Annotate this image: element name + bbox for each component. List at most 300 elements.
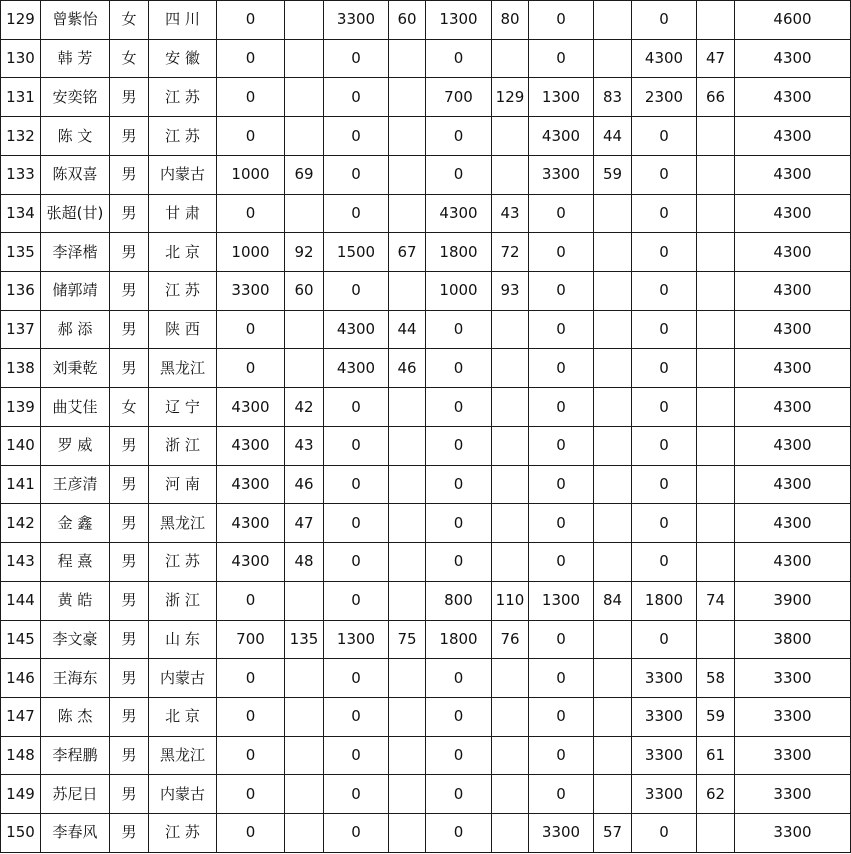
- score-3-cell: 800: [426, 581, 492, 620]
- score-4-cell: 0: [529, 388, 594, 427]
- table-row: [1, 426, 851, 465]
- name-cell: 刘秉乾: [41, 349, 110, 388]
- score-2-cell: 0: [324, 775, 389, 814]
- rank-3-cell: [492, 465, 529, 504]
- gender-cell: 男: [110, 543, 149, 582]
- score-3-cell: 0: [426, 465, 492, 504]
- rank-3-cell: [492, 697, 529, 736]
- score-1-cell: 3300: [217, 272, 285, 311]
- row-number-cell: 141: [1, 465, 41, 504]
- rank-2-cell: 75: [389, 620, 426, 659]
- rank-5-cell: [697, 117, 735, 156]
- gender-cell: 男: [110, 233, 149, 272]
- score-3-cell: 1800: [426, 233, 492, 272]
- table-row: [1, 814, 851, 853]
- rank-4-cell: [594, 504, 632, 543]
- table-row: [1, 736, 851, 775]
- score-2-cell: 0: [324, 736, 389, 775]
- score-5-cell: 0: [632, 543, 697, 582]
- province-cell: 浙 江: [149, 581, 217, 620]
- table-row: [1, 272, 851, 311]
- name-cell: 苏尼日: [41, 775, 110, 814]
- rank-1-cell: 46: [285, 465, 324, 504]
- rank-5-cell: [697, 388, 735, 427]
- row-number-cell: 150: [1, 814, 41, 853]
- total-cell: 3300: [735, 736, 851, 775]
- rank-4-cell: 44: [594, 117, 632, 156]
- gender-cell: 男: [110, 155, 149, 194]
- score-1-cell: 0: [217, 697, 285, 736]
- rank-3-cell: 72: [492, 233, 529, 272]
- province-cell: 辽 宁: [149, 388, 217, 427]
- name-cell: 李泽楷: [41, 233, 110, 272]
- rank-4-cell: [594, 697, 632, 736]
- score-4-cell: 0: [529, 310, 594, 349]
- total-cell: 4300: [735, 426, 851, 465]
- rank-2-cell: [389, 504, 426, 543]
- table-row: [1, 310, 851, 349]
- score-1-cell: 4300: [217, 388, 285, 427]
- score-2-cell: 0: [324, 659, 389, 698]
- rank-4-cell: 83: [594, 78, 632, 117]
- table-row: [1, 155, 851, 194]
- score-5-cell: 2300: [632, 78, 697, 117]
- total-cell: 4300: [735, 388, 851, 427]
- rank-2-cell: [389, 581, 426, 620]
- score-2-cell: 0: [324, 543, 389, 582]
- gender-cell: 男: [110, 78, 149, 117]
- score-3-cell: 0: [426, 659, 492, 698]
- rank-3-cell: [492, 388, 529, 427]
- rank-3-cell: [492, 814, 529, 853]
- score-3-cell: 0: [426, 117, 492, 156]
- rank-4-cell: [594, 620, 632, 659]
- rank-3-cell: [492, 543, 529, 582]
- score-2-cell: 4300: [324, 310, 389, 349]
- score-1-cell: 4300: [217, 543, 285, 582]
- rank-5-cell: [697, 543, 735, 582]
- row-number-cell: 137: [1, 310, 41, 349]
- rank-1-cell: [285, 310, 324, 349]
- province-cell: 黑龙江: [149, 349, 217, 388]
- row-number-cell: 134: [1, 194, 41, 233]
- rank-1-cell: [285, 581, 324, 620]
- name-cell: 曲艾佳: [41, 388, 110, 427]
- score-4-cell: 0: [529, 233, 594, 272]
- gender-cell: 男: [110, 659, 149, 698]
- total-cell: 4300: [735, 39, 851, 78]
- rank-4-cell: [594, 465, 632, 504]
- rank-5-cell: [697, 426, 735, 465]
- province-cell: 江 苏: [149, 543, 217, 582]
- rank-2-cell: [389, 697, 426, 736]
- total-cell: 4300: [735, 349, 851, 388]
- name-cell: 陈双喜: [41, 155, 110, 194]
- score-3-cell: 0: [426, 814, 492, 853]
- rank-5-cell: [697, 814, 735, 853]
- rank-3-cell: [492, 349, 529, 388]
- rank-2-cell: [389, 388, 426, 427]
- rank-1-cell: [285, 659, 324, 698]
- score-5-cell: 1800: [632, 581, 697, 620]
- name-cell: 金 鑫: [41, 504, 110, 543]
- total-cell: 3300: [735, 775, 851, 814]
- score-1-cell: 0: [217, 775, 285, 814]
- score-4-cell: 4300: [529, 117, 594, 156]
- score-1-cell: 0: [217, 39, 285, 78]
- score-3-cell: 1800: [426, 620, 492, 659]
- gender-cell: 男: [110, 426, 149, 465]
- row-number-cell: 145: [1, 620, 41, 659]
- score-5-cell: 0: [632, 620, 697, 659]
- table-body: [1, 1, 851, 853]
- name-cell: 陈 文: [41, 117, 110, 156]
- row-number-cell: 135: [1, 233, 41, 272]
- score-5-cell: 0: [632, 1, 697, 40]
- rank-2-cell: [389, 78, 426, 117]
- province-cell: 江 苏: [149, 78, 217, 117]
- name-cell: 王彦清: [41, 465, 110, 504]
- name-cell: 储郭靖: [41, 272, 110, 311]
- score-4-cell: 0: [529, 349, 594, 388]
- score-4-cell: 0: [529, 775, 594, 814]
- table-row: [1, 543, 851, 582]
- score-3-cell: 4300: [426, 194, 492, 233]
- row-number-cell: 143: [1, 543, 41, 582]
- score-4-cell: 3300: [529, 814, 594, 853]
- rank-1-cell: [285, 814, 324, 853]
- rank-2-cell: [389, 272, 426, 311]
- score-5-cell: 0: [632, 465, 697, 504]
- score-5-cell: 0: [632, 388, 697, 427]
- table-row: [1, 117, 851, 156]
- row-number-cell: 138: [1, 349, 41, 388]
- score-2-cell: 0: [324, 39, 389, 78]
- rank-1-cell: 69: [285, 155, 324, 194]
- gender-cell: 女: [110, 39, 149, 78]
- row-number-cell: 136: [1, 272, 41, 311]
- rank-2-cell: [389, 736, 426, 775]
- total-cell: 4300: [735, 117, 851, 156]
- province-cell: 内蒙古: [149, 659, 217, 698]
- rank-2-cell: [389, 155, 426, 194]
- row-number-cell: 129: [1, 1, 41, 40]
- score-1-cell: 0: [217, 1, 285, 40]
- gender-cell: 男: [110, 272, 149, 311]
- score-4-cell: 0: [529, 620, 594, 659]
- score-3-cell: 0: [426, 349, 492, 388]
- score-2-cell: 0: [324, 117, 389, 156]
- total-cell: 4300: [735, 543, 851, 582]
- rank-1-cell: 60: [285, 272, 324, 311]
- score-3-cell: 0: [426, 775, 492, 814]
- rank-2-cell: [389, 659, 426, 698]
- rank-5-cell: [697, 1, 735, 40]
- rank-2-cell: [389, 543, 426, 582]
- score-2-cell: 1300: [324, 620, 389, 659]
- rank-1-cell: [285, 117, 324, 156]
- rank-4-cell: [594, 349, 632, 388]
- rank-2-cell: 44: [389, 310, 426, 349]
- score-3-cell: 0: [426, 697, 492, 736]
- row-number-cell: 133: [1, 155, 41, 194]
- score-5-cell: 0: [632, 155, 697, 194]
- score-1-cell: 1000: [217, 233, 285, 272]
- province-cell: 甘 肃: [149, 194, 217, 233]
- rank-1-cell: 92: [285, 233, 324, 272]
- gender-cell: 女: [110, 1, 149, 40]
- rank-5-cell: [697, 155, 735, 194]
- score-5-cell: 0: [632, 194, 697, 233]
- score-1-cell: 4300: [217, 426, 285, 465]
- score-5-cell: 3300: [632, 775, 697, 814]
- score-1-cell: 0: [217, 814, 285, 853]
- rank-5-cell: 58: [697, 659, 735, 698]
- score-5-cell: 0: [632, 426, 697, 465]
- score-4-cell: 3300: [529, 155, 594, 194]
- total-cell: 4600: [735, 1, 851, 40]
- rank-5-cell: [697, 465, 735, 504]
- rank-4-cell: [594, 543, 632, 582]
- rank-5-cell: [697, 620, 735, 659]
- score-3-cell: 700: [426, 78, 492, 117]
- row-number-cell: 130: [1, 39, 41, 78]
- score-1-cell: 0: [217, 736, 285, 775]
- score-5-cell: 4300: [632, 39, 697, 78]
- score-4-cell: 0: [529, 736, 594, 775]
- score-2-cell: 0: [324, 581, 389, 620]
- row-number-cell: 147: [1, 697, 41, 736]
- table-row: [1, 581, 851, 620]
- total-cell: 3300: [735, 659, 851, 698]
- rank-2-cell: [389, 465, 426, 504]
- table-row: [1, 39, 851, 78]
- total-cell: 3900: [735, 581, 851, 620]
- name-cell: 李程鹏: [41, 736, 110, 775]
- province-cell: 内蒙古: [149, 155, 217, 194]
- rank-4-cell: [594, 272, 632, 311]
- rank-4-cell: [594, 39, 632, 78]
- rank-4-cell: [594, 310, 632, 349]
- rank-3-cell: [492, 736, 529, 775]
- table-row: [1, 388, 851, 427]
- gender-cell: 男: [110, 814, 149, 853]
- score-2-cell: 0: [324, 697, 389, 736]
- total-cell: 4300: [735, 155, 851, 194]
- gender-cell: 男: [110, 310, 149, 349]
- score-3-cell: 0: [426, 39, 492, 78]
- score-3-cell: 1000: [426, 272, 492, 311]
- score-5-cell: 3300: [632, 697, 697, 736]
- score-4-cell: 1300: [529, 581, 594, 620]
- score-1-cell: 1000: [217, 155, 285, 194]
- province-cell: 安 徽: [149, 39, 217, 78]
- row-number-cell: 149: [1, 775, 41, 814]
- score-3-cell: 0: [426, 426, 492, 465]
- rank-4-cell: [594, 775, 632, 814]
- rank-3-cell: [492, 426, 529, 465]
- score-5-cell: 3300: [632, 659, 697, 698]
- score-1-cell: 0: [217, 659, 285, 698]
- score-1-cell: 0: [217, 117, 285, 156]
- table-row: [1, 233, 851, 272]
- rank-1-cell: [285, 78, 324, 117]
- row-number-cell: 139: [1, 388, 41, 427]
- name-cell: 韩 芳: [41, 39, 110, 78]
- score-4-cell: 1300: [529, 78, 594, 117]
- rank-1-cell: [285, 39, 324, 78]
- table-row: [1, 1, 851, 40]
- score-2-cell: 0: [324, 504, 389, 543]
- rank-4-cell: 84: [594, 581, 632, 620]
- gender-cell: 男: [110, 697, 149, 736]
- total-cell: 3800: [735, 620, 851, 659]
- name-cell: 安奕铭: [41, 78, 110, 117]
- gender-cell: 男: [110, 581, 149, 620]
- row-number-cell: 131: [1, 78, 41, 117]
- row-number-cell: 132: [1, 117, 41, 156]
- rank-2-cell: [389, 775, 426, 814]
- rank-1-cell: 42: [285, 388, 324, 427]
- rank-2-cell: 46: [389, 349, 426, 388]
- gender-cell: 男: [110, 775, 149, 814]
- name-cell: 陈 杰: [41, 697, 110, 736]
- rank-5-cell: 47: [697, 39, 735, 78]
- province-cell: 江 苏: [149, 272, 217, 311]
- rank-1-cell: [285, 736, 324, 775]
- rank-5-cell: [697, 194, 735, 233]
- province-cell: 浙 江: [149, 426, 217, 465]
- row-number-cell: 142: [1, 504, 41, 543]
- score-1-cell: 0: [217, 349, 285, 388]
- gender-cell: 男: [110, 117, 149, 156]
- rank-1-cell: [285, 697, 324, 736]
- score-1-cell: 4300: [217, 504, 285, 543]
- row-number-cell: 146: [1, 659, 41, 698]
- score-2-cell: 0: [324, 155, 389, 194]
- total-cell: 4300: [735, 194, 851, 233]
- rank-3-cell: 110: [492, 581, 529, 620]
- rank-3-cell: [492, 659, 529, 698]
- rank-3-cell: [492, 39, 529, 78]
- total-cell: 3300: [735, 814, 851, 853]
- province-cell: 北 京: [149, 233, 217, 272]
- gender-cell: 男: [110, 620, 149, 659]
- score-5-cell: 0: [632, 504, 697, 543]
- rank-2-cell: 60: [389, 1, 426, 40]
- score-3-cell: 0: [426, 504, 492, 543]
- province-cell: 江 苏: [149, 117, 217, 156]
- province-cell: 陕 西: [149, 310, 217, 349]
- name-cell: 曾紫怡: [41, 1, 110, 40]
- score-5-cell: 0: [632, 310, 697, 349]
- rank-5-cell: 59: [697, 697, 735, 736]
- score-2-cell: 0: [324, 814, 389, 853]
- name-cell: 罗 威: [41, 426, 110, 465]
- province-cell: 内蒙古: [149, 775, 217, 814]
- total-cell: 4300: [735, 504, 851, 543]
- total-cell: 4300: [735, 233, 851, 272]
- gender-cell: 男: [110, 465, 149, 504]
- name-cell: 李春风: [41, 814, 110, 853]
- rank-4-cell: 59: [594, 155, 632, 194]
- row-number-cell: 144: [1, 581, 41, 620]
- rank-1-cell: [285, 775, 324, 814]
- name-cell: 王海东: [41, 659, 110, 698]
- rank-3-cell: [492, 117, 529, 156]
- rank-4-cell: [594, 659, 632, 698]
- rank-2-cell: [389, 117, 426, 156]
- table-row: [1, 504, 851, 543]
- rank-2-cell: [389, 426, 426, 465]
- rank-2-cell: [389, 39, 426, 78]
- rank-5-cell: [697, 310, 735, 349]
- score-3-cell: 1300: [426, 1, 492, 40]
- gender-cell: 男: [110, 736, 149, 775]
- rank-2-cell: 67: [389, 233, 426, 272]
- score-2-cell: 0: [324, 465, 389, 504]
- total-cell: 4300: [735, 78, 851, 117]
- rank-1-cell: 135: [285, 620, 324, 659]
- score-2-cell: 3300: [324, 1, 389, 40]
- name-cell: 李文豪: [41, 620, 110, 659]
- score-4-cell: 0: [529, 39, 594, 78]
- rank-4-cell: [594, 1, 632, 40]
- score-1-cell: 0: [217, 78, 285, 117]
- score-2-cell: 0: [324, 272, 389, 311]
- rank-4-cell: [594, 736, 632, 775]
- rank-5-cell: [697, 349, 735, 388]
- table-row: [1, 659, 851, 698]
- rank-5-cell: 66: [697, 78, 735, 117]
- name-cell: 郝 添: [41, 310, 110, 349]
- table-row: [1, 697, 851, 736]
- score-3-cell: 0: [426, 736, 492, 775]
- score-4-cell: 0: [529, 426, 594, 465]
- table-row: [1, 349, 851, 388]
- total-cell: 4300: [735, 465, 851, 504]
- score-5-cell: 0: [632, 117, 697, 156]
- province-cell: 山 东: [149, 620, 217, 659]
- province-cell: 江 苏: [149, 814, 217, 853]
- score-5-cell: 0: [632, 233, 697, 272]
- rank-5-cell: 62: [697, 775, 735, 814]
- score-5-cell: 3300: [632, 736, 697, 775]
- score-4-cell: 0: [529, 465, 594, 504]
- rank-3-cell: [492, 504, 529, 543]
- score-4-cell: 0: [529, 697, 594, 736]
- score-5-cell: 0: [632, 814, 697, 853]
- rank-1-cell: [285, 349, 324, 388]
- score-5-cell: 0: [632, 272, 697, 311]
- province-cell: 北 京: [149, 697, 217, 736]
- score-2-cell: 0: [324, 194, 389, 233]
- row-number-cell: 140: [1, 426, 41, 465]
- rank-4-cell: 57: [594, 814, 632, 853]
- gender-cell: 男: [110, 504, 149, 543]
- rank-3-cell: 76: [492, 620, 529, 659]
- province-cell: 河 南: [149, 465, 217, 504]
- rank-4-cell: [594, 233, 632, 272]
- rank-1-cell: 43: [285, 426, 324, 465]
- province-cell: 黑龙江: [149, 504, 217, 543]
- rank-3-cell: 93: [492, 272, 529, 311]
- rank-5-cell: [697, 504, 735, 543]
- rank-1-cell: [285, 194, 324, 233]
- row-number-cell: 148: [1, 736, 41, 775]
- score-4-cell: 0: [529, 272, 594, 311]
- score-1-cell: 700: [217, 620, 285, 659]
